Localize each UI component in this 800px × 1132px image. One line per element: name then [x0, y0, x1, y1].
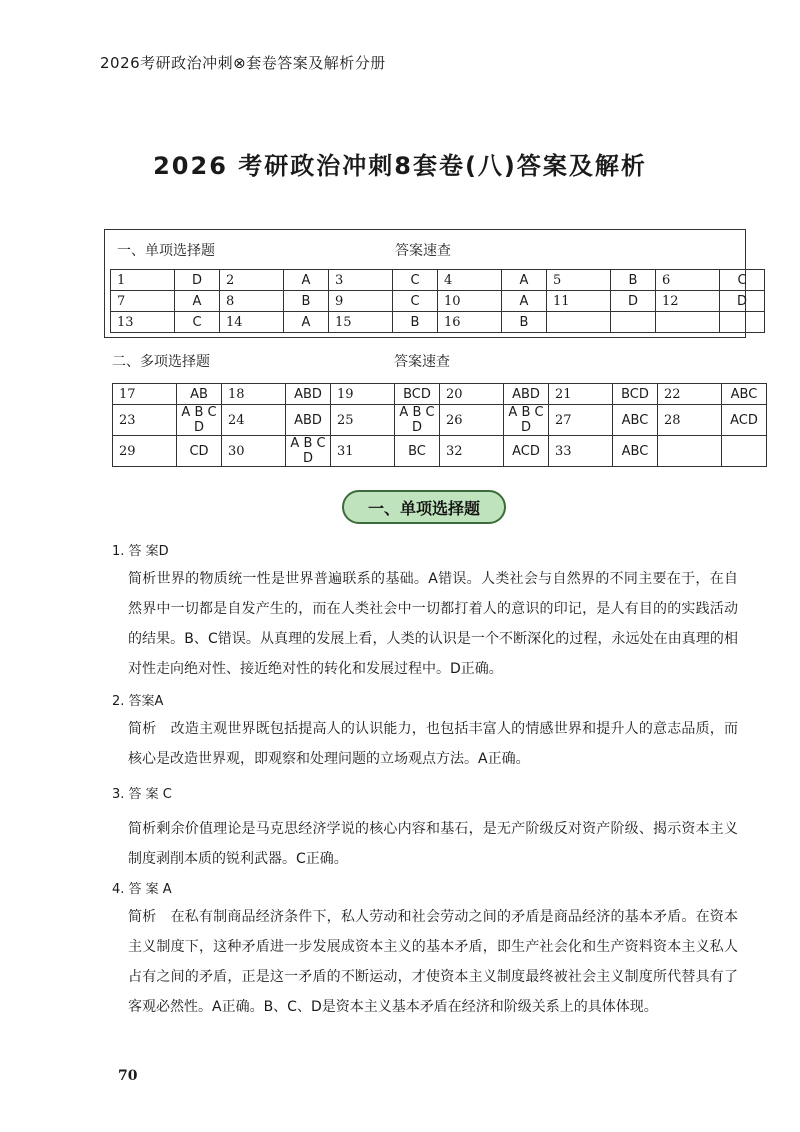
question-number-cell: 1 — [111, 270, 175, 291]
question-number-cell: 11 — [547, 291, 611, 312]
section2-label: 二、多项选择题 — [112, 354, 210, 370]
answer-cell: A B C D — [395, 405, 440, 436]
answer-2-explanation: 简析 改造主观世界既包括提高人的认识能力，也包括丰富人的情感世界和提升人的意志品质，而核心是改造世界观，即观察和处理问题的立场观点方法。A正确。 — [128, 721, 738, 767]
question-number-cell: 6 — [656, 270, 720, 291]
table-row — [113, 436, 767, 467]
banner-label: 一、单项选择题 — [367, 499, 480, 518]
answer-cell — [722, 436, 767, 467]
question-number-cell — [658, 436, 722, 467]
answer-cell: BC — [395, 436, 440, 467]
question-number-cell: 16 — [438, 312, 502, 333]
table-row — [111, 270, 765, 291]
question-number-cell: 33 — [549, 436, 613, 467]
question-number-cell: 19 — [331, 384, 395, 405]
question-number-cell: 12 — [656, 291, 720, 312]
answer-cell: ABD — [286, 384, 331, 405]
answer-cell: B — [284, 291, 329, 312]
answer-cell: A B C D — [177, 405, 222, 436]
multi-choice-answer-table — [112, 383, 767, 467]
answer-cell: D — [720, 291, 765, 312]
question-number-cell: 20 — [440, 384, 504, 405]
answer-1-explanation: 简析世界的物质统一性是世界普遍联系的基础。A错误。人类社会与自然界的不同主要在于，在自然界中一切都是自发产生的，而在人类社会中一切都打着人的意识的印记，是人有目的的实践活动的结果。B、C错误。从真理的发展上看，人类的认识是一个不断深化的过程，永远处在由真理的相对性走向绝对性、接近绝对性的转化和发展过程中。D正确。 — [128, 571, 738, 677]
answer-cell: ABC — [722, 384, 767, 405]
answer-3-explanation: 简析剩余价值理论是马克思经济学说的核心内容和基石，是无产阶级反对资产阶级、揭示资本主义制度剥削本质的锐利武器。C正确。 — [128, 821, 738, 867]
question-number-cell: 32 — [440, 436, 504, 467]
answer-cell: A — [284, 312, 329, 333]
question-number-cell: 7 — [111, 291, 175, 312]
answer-cell: AB — [177, 384, 222, 405]
answer-cell: A — [175, 291, 220, 312]
answer-cell: BCD — [613, 384, 658, 405]
question-number-cell: 18 — [222, 384, 286, 405]
question-number-cell: 26 — [440, 405, 504, 436]
question-number-cell: 4 — [438, 270, 502, 291]
answer-cell — [611, 312, 656, 333]
question-number-cell: 31 — [331, 436, 395, 467]
running-header: 2026考研政治冲刺⊗套卷答案及解析分册 — [100, 54, 386, 72]
answer-cell: D — [175, 270, 220, 291]
table-row — [113, 384, 767, 405]
question-number-cell: 10 — [438, 291, 502, 312]
answer-cell: ABC — [613, 436, 658, 467]
question-number-cell: 25 — [331, 405, 395, 436]
answer-cell: C — [175, 312, 220, 333]
question-number-cell: 28 — [658, 405, 722, 436]
answer-cell: ABD — [504, 384, 549, 405]
question-number-cell: 21 — [549, 384, 613, 405]
answer-cell: CD — [177, 436, 222, 467]
table-row — [111, 312, 765, 333]
answer-cell: A — [502, 270, 547, 291]
answer-cell: C — [393, 270, 438, 291]
section1-quick-label: 答案速查 — [395, 243, 451, 259]
answer-cell: A — [502, 291, 547, 312]
answer-cell: C — [720, 270, 765, 291]
answer-4-head: 4. 答 案 A — [112, 882, 172, 897]
question-number-cell: 23 — [113, 405, 177, 436]
answer-2-head: 2. 答案A — [112, 694, 164, 709]
question-number-cell: 14 — [220, 312, 284, 333]
question-number-cell: 30 — [222, 436, 286, 467]
single-choice-answer-table — [110, 269, 765, 333]
question-number-cell — [547, 312, 611, 333]
question-number-cell: 22 — [658, 384, 722, 405]
answer-cell: B — [393, 312, 438, 333]
question-number-cell: 17 — [113, 384, 177, 405]
answer-cell: BCD — [395, 384, 440, 405]
section2-quick-label: 答案速查 — [394, 354, 450, 370]
answer-cell: A B C D — [286, 436, 331, 467]
table-row — [113, 405, 767, 436]
question-number-cell: 5 — [547, 270, 611, 291]
question-number-cell: 13 — [111, 312, 175, 333]
page-number: 70 — [118, 1068, 138, 1084]
section-banner — [342, 490, 506, 524]
answer-cell: D — [611, 291, 656, 312]
answer-4-explanation: 简析 在私有制商品经济条件下，私人劳动和社会劳动之间的矛盾是商品经济的基本矛盾。在资本主义制度下，这种矛盾进一步发展成资本主义的基本矛盾，即生产社会化和生产资料资本主义私人占有之间的矛盾，正是这一矛盾的不断运动，才使资本主义制度最终被社会主义制度所代替具有了客观必然性。A正确。B、C、D是资本主义基本矛盾在经济和阶级关系上的具体体现。 — [128, 909, 738, 1015]
answer-1-head: 1. 答 案D — [112, 544, 169, 559]
answer-cell: ACD — [504, 436, 549, 467]
answer-cell: A B C D — [504, 405, 549, 436]
question-number-cell: 27 — [549, 405, 613, 436]
question-number-cell: 9 — [329, 291, 393, 312]
answer-cell: B — [502, 312, 547, 333]
answer-cell: A — [284, 270, 329, 291]
answer-cell: ABC — [613, 405, 658, 436]
table-row — [111, 291, 765, 312]
question-number-cell — [656, 312, 720, 333]
question-number-cell: 8 — [220, 291, 284, 312]
question-number-cell: 24 — [222, 405, 286, 436]
answer-cell: ABD — [286, 405, 331, 436]
section1-label: 一、单项选择题 — [117, 243, 215, 259]
question-number-cell: 15 — [329, 312, 393, 333]
answer-cell — [720, 312, 765, 333]
question-number-cell: 29 — [113, 436, 177, 467]
answer-cell: C — [393, 291, 438, 312]
answer-cell: ACD — [722, 405, 767, 436]
answer-cell: B — [611, 270, 656, 291]
answer-3-head: 3. 答 案 C — [112, 787, 172, 802]
question-number-cell: 2 — [220, 270, 284, 291]
question-number-cell: 3 — [329, 270, 393, 291]
page-title: 2026 考研政治冲刺8套卷(八)答案及解析 — [153, 152, 647, 180]
